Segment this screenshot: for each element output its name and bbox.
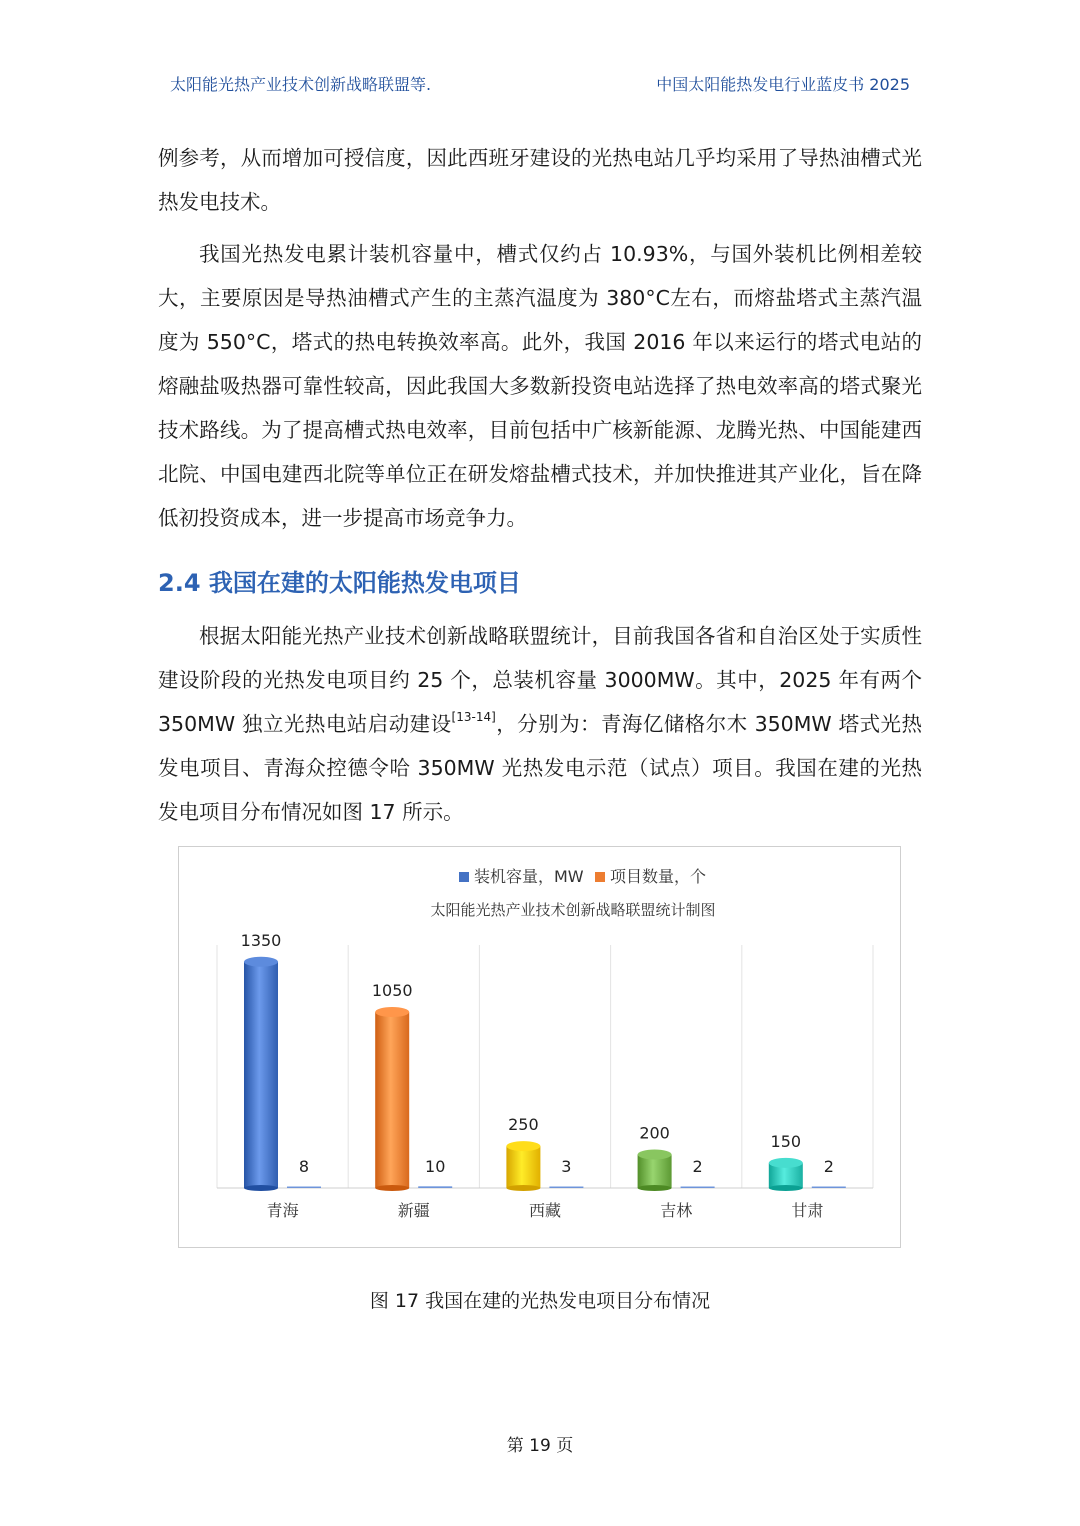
chart-container — [178, 846, 901, 1248]
bar-capacity-0 — [244, 962, 278, 1188]
category-label-2: 西藏 — [528, 1201, 562, 1220]
data-label-count-2: 3 — [561, 1157, 572, 1176]
bar-count-4 — [812, 1187, 846, 1189]
legend-swatch-0 — [459, 872, 469, 882]
data-label-count-4: 2 — [823, 1157, 834, 1176]
paragraph-2-text: 我国光热发电累计装机容量中，槽式仅约占 10.93%，与国外装机比例相差较大，主要原因是导热油槽式产生的主蒸汽温度为 380°C左右，而熔盐塔式主蒸汽温度为 550°C，塔式的热电转换效率高。此外，我国 2016 年以来运行的塔式电站的熔融盐吸热器可靠性较高，因此我国大多数新投资电站选择了热电效率高的塔式聚光技术路线。为了提高槽式热电效率，目前包括中广核新能源、龙腾光热、中国能建西北院、中国电建西北院等单位正在研发熔盐槽式技术，并加快推进其产业化，旨在降低初投资成本，进一步提高市场竞争力。 — [158, 242, 922, 530]
bar-capacity-top-1 — [375, 1007, 409, 1017]
paragraph-1 — [158, 136, 922, 224]
paragraph-3 — [158, 614, 922, 834]
bar-capacity-top-0 — [244, 957, 278, 967]
data-label-count-3: 2 — [692, 1157, 703, 1176]
bar-capacity-top-3 — [638, 1149, 672, 1159]
paragraph-3-part-2: ，分别为：青海亿储格尔木 350MW 塔式光热发电项目、青海众控德令哈 350MW 光热发电示范（试点）项目。我国在建的光热发电项目分布情况如图 17 所示。 — [158, 712, 922, 824]
header-right-text: 中国太阳能热发电行业蓝皮书 2025 — [656, 75, 910, 94]
figure-caption: 图 17 我国在建的光热发电项目分布情况 — [369, 1290, 711, 1312]
bar-capacity-2 — [506, 1146, 540, 1188]
legend-label-0: 装机容量，MW — [474, 867, 584, 886]
bar-capacity-base-2 — [506, 1185, 540, 1191]
legend-swatch-1 — [595, 872, 605, 882]
header-left-text: 太阳能光热产业技术创新战略联盟等. — [170, 75, 432, 94]
chart-title: 太阳能光热产业技术创新战略联盟统计制图 — [430, 901, 716, 919]
bar-chart — [179, 847, 902, 1249]
section-heading: 2.4 我国在建的太阳能热发电项目 — [158, 569, 521, 597]
data-label-capacity-2: 250 — [508, 1115, 539, 1135]
paragraph-3-text — [158, 614, 922, 834]
data-label-count-1: 10 — [425, 1157, 446, 1176]
legend-label-1: 项目数量，个 — [610, 867, 707, 886]
bar-capacity-base-1 — [375, 1185, 409, 1191]
bar-capacity-1 — [375, 1012, 409, 1188]
data-label-capacity-3: 200 — [639, 1123, 670, 1143]
bar-capacity-top-2 — [506, 1141, 540, 1151]
category-label-1: 新疆 — [397, 1201, 430, 1220]
bar-count-2 — [549, 1187, 583, 1189]
category-label-3: 吉林 — [660, 1201, 693, 1220]
data-label-capacity-0: 1350 — [240, 930, 282, 950]
category-label-4: 甘肃 — [791, 1201, 824, 1220]
bar-capacity-base-4 — [769, 1185, 803, 1191]
paragraph-2 — [158, 232, 922, 540]
citation-ref: [13-14] — [451, 710, 496, 724]
data-label-capacity-1: 1050 — [371, 981, 413, 1001]
page-number: 第 19 页 — [506, 1436, 574, 1456]
bar-count-1 — [418, 1186, 452, 1188]
bar-count-3 — [681, 1187, 715, 1189]
category-label-0: 青海 — [266, 1201, 299, 1220]
bar-capacity-3 — [638, 1154, 672, 1188]
data-label-count-0: 8 — [298, 1157, 310, 1176]
paragraph-3-part-1: 根据太阳能光热产业技术创新战略联盟统计，目前我国各省和自治区处于实质性建设阶段的光热发电项目约 25 个，总装机容量 3000MW。其中，2025 年有两个 350MW 独立光热电站启动建设 — [158, 624, 922, 736]
bar-capacity-top-4 — [769, 1158, 803, 1168]
bar-capacity-base-0 — [244, 1185, 278, 1191]
bar-capacity-base-3 — [638, 1185, 672, 1191]
bar-count-0 — [287, 1187, 321, 1189]
data-label-capacity-4: 150 — [770, 1131, 802, 1151]
paragraph-1-text: 例参考，从而增加可授信度，因此西班牙建设的光热电站几乎均采用了导热油槽式光热发电技术。 — [158, 146, 922, 214]
